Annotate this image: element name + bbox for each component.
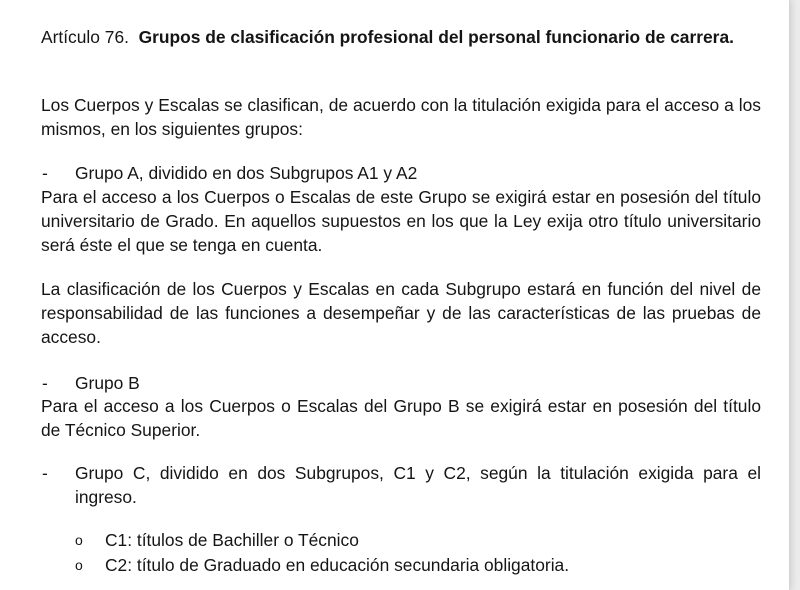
article-number: Artículo 76. <box>41 27 129 47</box>
dash-marker: - <box>42 373 48 393</box>
circle-bullet-icon: o <box>75 532 83 548</box>
group-c-item <box>41 461 761 509</box>
group-b-paragraph: Para el acceso a los Cuerpos o Escalas del Grupo B se exigirá estar en posesión del título de Técnico Superior. <box>41 396 761 440</box>
article-title: Grupos de clasificación profesional del personal funcionario de carrera. <box>138 27 734 47</box>
group-a-label: Grupo A, dividido en dos Subgrupos A1 y A2 <box>75 163 418 183</box>
group-a-paragraph: Para el acceso a los Cuerpos o Escalas de este Grupo se exigirá estar en posesión del título universitario de Grado. En aquellos supuestos en los que la Ley exija otro título universitario será éste el que se tenga en cuenta. <box>41 187 761 255</box>
classification-paragraph: La clasificación de los Cuerpos y Escalas en cada Subgrupo estará en función del nivel de responsabilidad de las funciones a desempeñar y de las características de las pruebas de acceso. <box>41 279 761 347</box>
intro-paragraph: Los Cuerpos y Escalas se clasifican, de acuerdo con la titulación exigida para el acceso a los mismos, en los siguientes grupos: <box>41 95 761 139</box>
group-c-label: Grupo C, dividido en dos Subgrupos, C1 y C2, según la titulación exigida para el ingreso. <box>75 463 761 507</box>
subgroup-c2-item <box>41 553 761 577</box>
subgroup-c1-item <box>41 528 761 552</box>
circle-bullet-icon: o <box>75 557 83 573</box>
group-b-label: Grupo B <box>75 373 140 393</box>
subgroup-c1-text: C1: títulos de Bachiller o Técnico <box>105 530 359 550</box>
dash-marker: - <box>42 163 48 183</box>
subgroup-c2-text: C2: título de Graduado en educación secundaria obligatoria. <box>105 555 570 575</box>
dash-marker: - <box>42 463 48 483</box>
article-heading <box>41 25 759 49</box>
